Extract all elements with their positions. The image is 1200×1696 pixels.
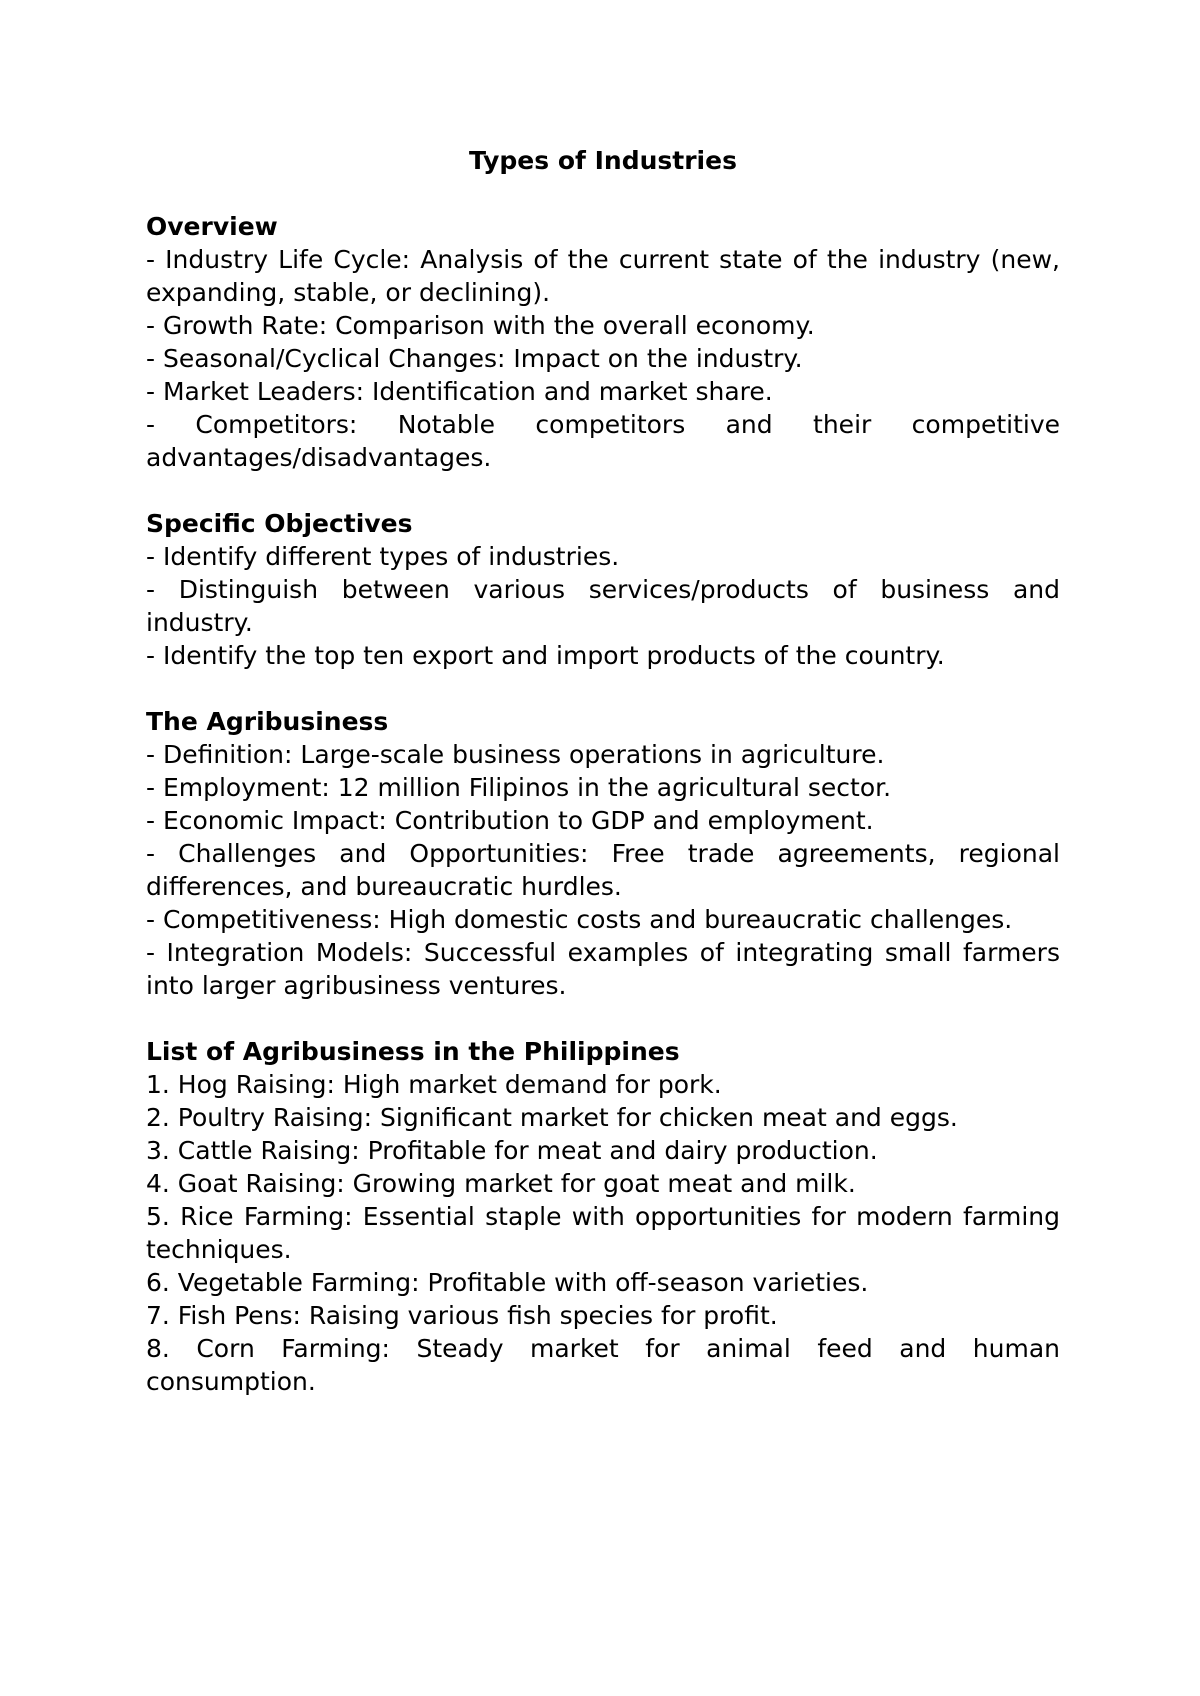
list-item: 1. Hog Raising: High market demand for pork. (146, 1070, 722, 1099)
section-heading: The Agribusiness (146, 707, 389, 736)
paragraph-line: - Identify different types of industries. (146, 542, 620, 571)
paragraph-line: - Growth Rate: Comparison with the overall economy. (146, 311, 815, 340)
list-item: 2. Poultry Raising: Significant market for chicken meat and eggs. (146, 1103, 958, 1132)
paragraph-line: - Identify the top ten export and import products of the country. (146, 641, 945, 670)
paragraph-line: - Competitiveness: High domestic costs and bureaucratic challenges. (146, 905, 1013, 934)
paragraph-line: - Distinguish between various services/products of business and industry. (146, 575, 1060, 637)
paragraph-line: - Employment: 12 million Filipinos in the agricultural sector. (146, 773, 892, 802)
section-heading: List of Agribusiness in the Philippines (146, 1037, 680, 1066)
paragraph-line: - Seasonal/Cyclical Changes: Impact on the industry. (146, 344, 803, 373)
list-item: 8. Corn Farming: Steady market for animal feed and human consumption. (146, 1334, 1060, 1396)
paragraph-line: - Economic Impact: Contribution to GDP and employment. (146, 806, 874, 835)
paragraph-line: - Competitors: Notable competitors and their competitive advantages/disadvantages. (146, 410, 1060, 472)
paragraph-line: - Industry Life Cycle: Analysis of the current state of the industry (new, expanding, stable, or declining). (146, 245, 1060, 307)
list-item: 6. Vegetable Farming: Profitable with off-season varieties. (146, 1268, 869, 1297)
list-item: 5. Rice Farming: Essential staple with opportunities for modern farming techniques. (146, 1202, 1060, 1264)
paragraph-line: - Definition: Large-scale business operations in agriculture. (146, 740, 885, 769)
list-item: 3. Cattle Raising: Profitable for meat and dairy production. (146, 1136, 878, 1165)
section-overview (146, 210, 1060, 474)
section-agribusiness (146, 705, 1060, 1002)
section-heading: Specific Objectives (146, 509, 413, 538)
section-heading: Overview (146, 212, 278, 241)
section-agribusiness-list (146, 1035, 1060, 1398)
list-item: 4. Goat Raising: Growing market for goat meat and milk. (146, 1169, 856, 1198)
paragraph-line: - Challenges and Opportunities: Free trade agreements, regional differences, and bureaucratic hurdles. (146, 839, 1060, 901)
page-title: Types of Industries (469, 146, 737, 175)
paragraph-line: - Market Leaders: Identification and market share. (146, 377, 773, 406)
list-item: 7. Fish Pens: Raising various fish species for profit. (146, 1301, 778, 1330)
section-specific-objectives (146, 507, 1060, 672)
document-body (146, 144, 1060, 1398)
paragraph-line: - Integration Models: Successful examples of integrating small farmers into larger agribusiness ventures. (146, 938, 1060, 1000)
